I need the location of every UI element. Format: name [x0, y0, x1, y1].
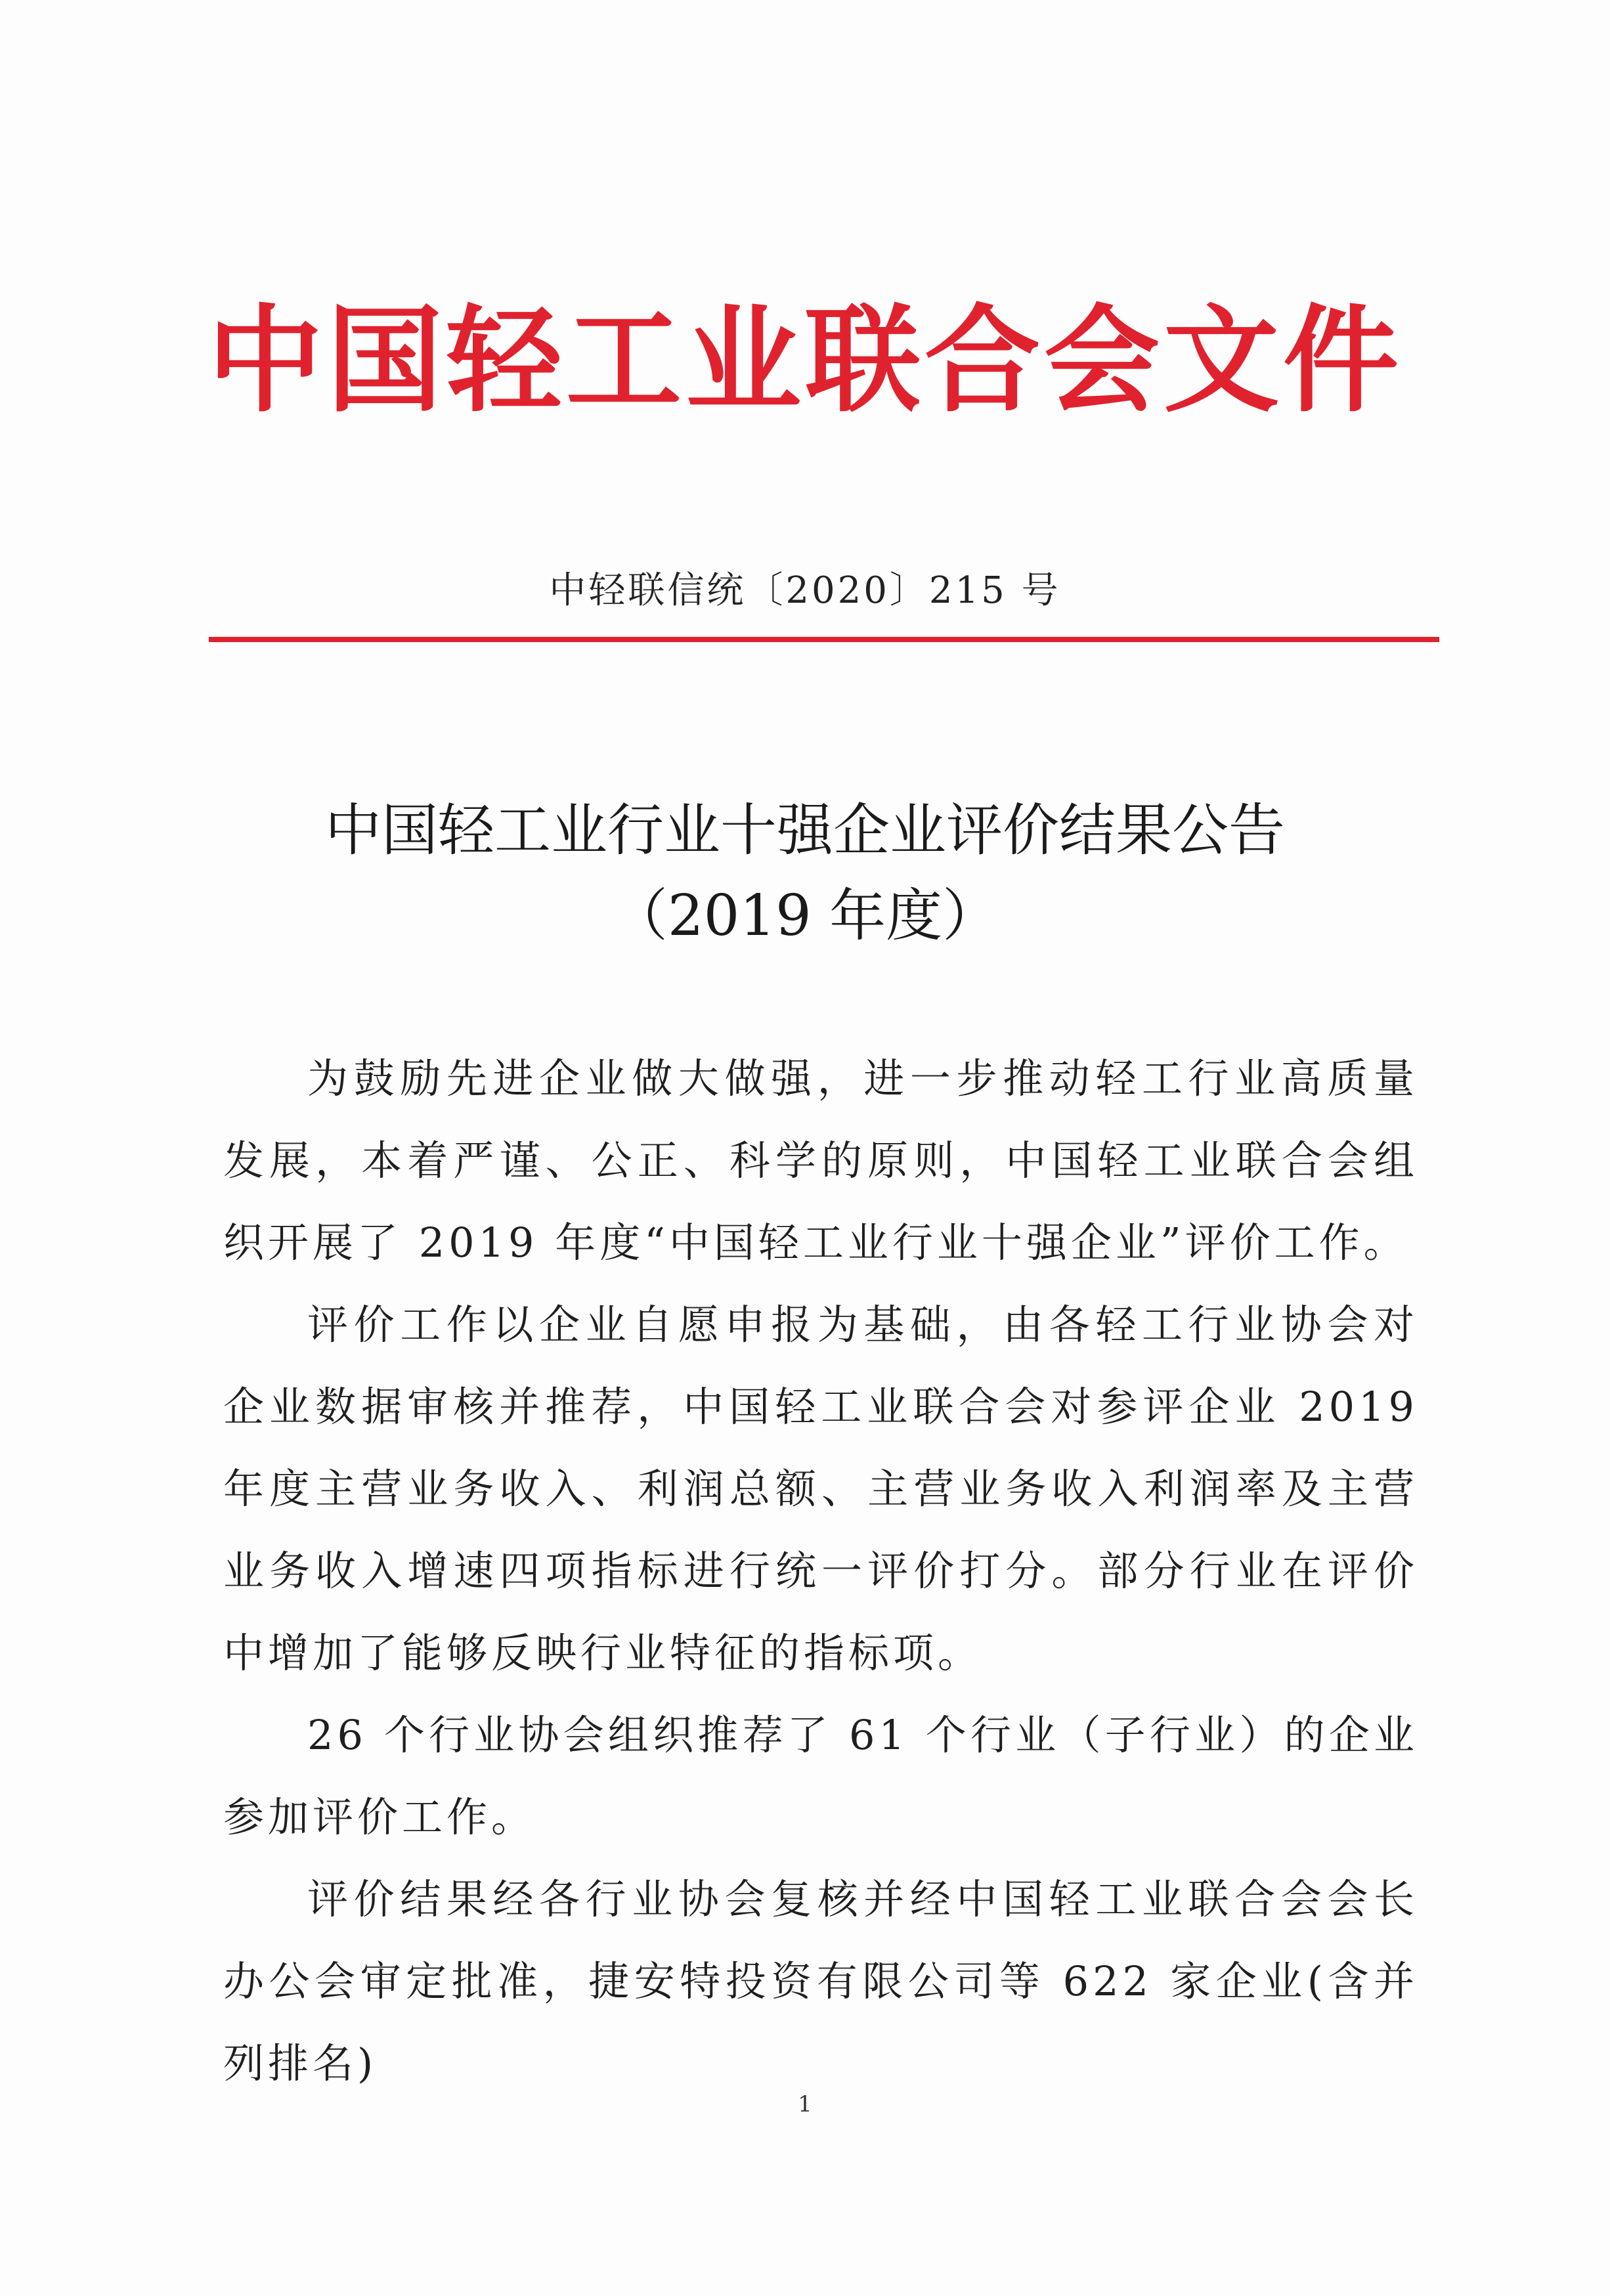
masthead-title: 中国轻工业联合会文件 [207, 293, 1403, 428]
paragraph-2: 评价工作以企业自愿申报为基础，由各轻工行业协会对企业数据审核并推荐，中国轻工业联合会对参评企业 2019 年度主营业务收入、利润总额、主营业务收入利润率及主营业务收入增速四项指标进行统一评价打分。部分行业在评价中增加了能够反映行业特征的指标项。 [223, 1301, 1418, 1677]
title-line-year: （2019 年度） [611, 883, 999, 949]
page-number: 1 [798, 2091, 812, 2117]
paragraph-3: 26 个行业协会组织推荐了 61 个行业（子行业）的企业参加评价工作。 [223, 1711, 1418, 1841]
document-body [223, 1037, 1418, 2104]
red-divider-line [209, 637, 1439, 642]
document-number: 中轻联信统〔2020〕215 号 [549, 569, 1061, 612]
paragraph-1: 为鼓励先进企业做大做强，进一步推动轻工行业高质量发展，本着严谨、公正、科学的原则，中国轻工业联合会组织开展了 2019 年度“中国轻工业行业十强企业”评价工作。 [223, 1054, 1418, 1267]
announcement-title [0, 788, 1610, 959]
paragraph-4: 评价结果经各行业协会复核并经中国轻工业联合会会长办公会审定批准，捷安特投资有限公司等 622 家企业(含并列排名) [223, 1875, 1418, 2087]
title-line-main: 中国轻工业行业十强企业评价结果公告 [325, 798, 1285, 863]
